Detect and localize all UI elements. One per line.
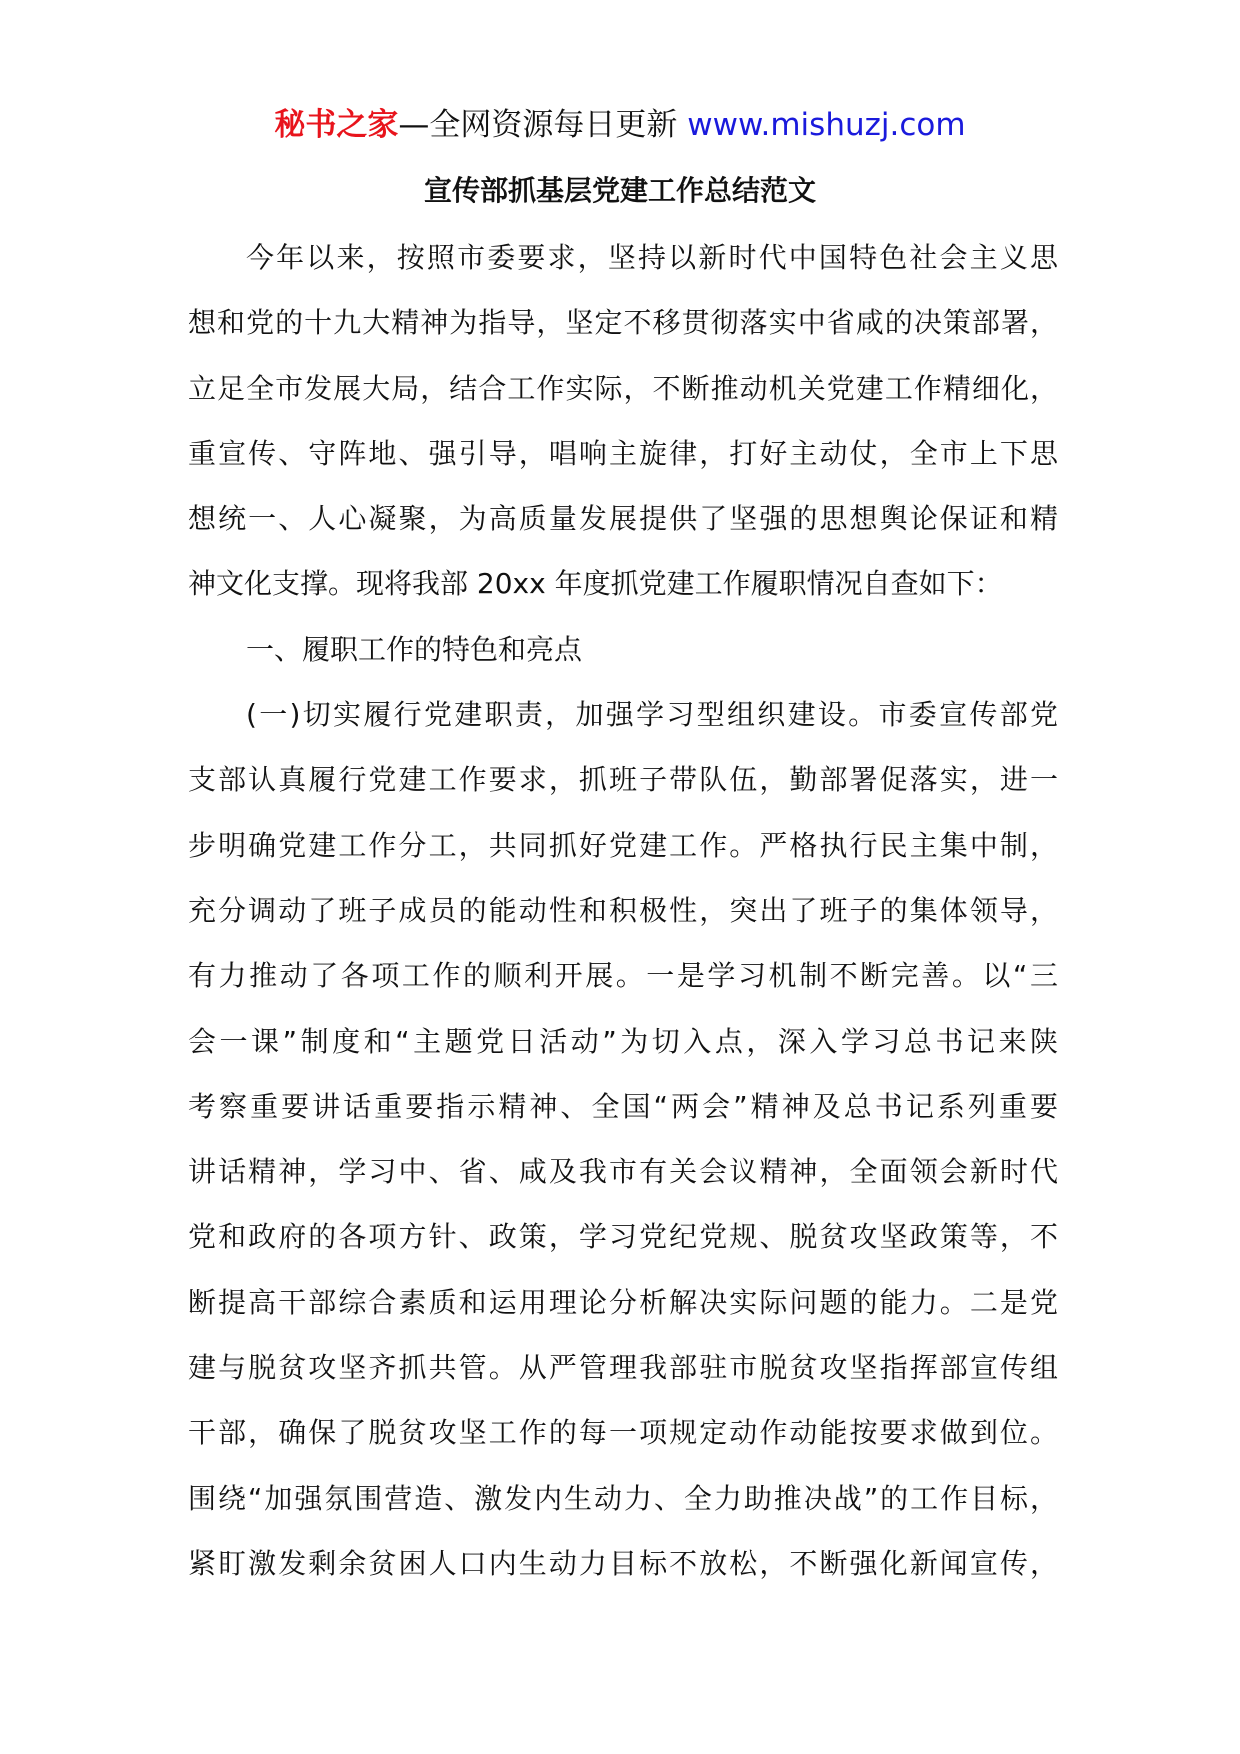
paragraph-line: 围绕“加强氛围营造、激发内生动力、全力助推决战”的工作目标， bbox=[188, 1481, 1058, 1515]
paragraph-line: 想和党的十九大精神为指导，坚定不移贯彻落实中省咸的决策部署， bbox=[188, 306, 1058, 340]
site-header bbox=[0, 100, 1240, 150]
paragraph-line: 充分调动了班子成员的能动性和积极性，突出了班子的集体领导， bbox=[188, 893, 1058, 927]
paragraph-line: (一)切实履行党建职责，加强学习型组织建设。市委宣传部党 bbox=[246, 698, 1058, 732]
paragraph-line: 党和政府的各项方针、政策，学习党纪党规、脱贫攻坚政策等，不 bbox=[188, 1220, 1058, 1254]
section-heading: 一、履职工作的特色和亮点 bbox=[246, 632, 583, 666]
site-url-link[interactable]: www.mishuzj.com bbox=[687, 107, 966, 143]
paragraph-line: 建与脱贫攻坚齐抓共管。从严管理我部驻市脱贫攻坚指挥部宣传组 bbox=[188, 1351, 1058, 1385]
paragraph-line: 立足全市发展大局，结合工作实际，不断推动机关党建工作精细化， bbox=[188, 371, 1058, 405]
paragraph-line: 讲话精神，学习中、省、咸及我市有关会议精神，全面领会新时代 bbox=[188, 1155, 1058, 1189]
paragraph-line: 支部认真履行党建工作要求，抓班子带队伍，勤部署促落实，进一 bbox=[188, 763, 1058, 797]
site-tagline: —全网资源每日更新 bbox=[398, 107, 688, 143]
document-body bbox=[188, 225, 1058, 1596]
paragraph-line: 紧盯激发剩余贫困人口内生动力目标不放松，不断强化新闻宣传， bbox=[188, 1546, 1058, 1580]
paragraph-line: 会一课”制度和“主题党日活动”为切入点，深入学习总书记来陕 bbox=[188, 1024, 1058, 1058]
paragraph-line: 步明确党建工作分工，共同抓好党建工作。严格执行民主集中制， bbox=[188, 828, 1058, 862]
paragraph-line: 干部，确保了脱贫攻坚工作的每一项规定动作动能按要求做到位。 bbox=[188, 1416, 1058, 1450]
paragraph-line: 断提高干部综合素质和运用理论分析解决实际问题的能力。二是党 bbox=[188, 1285, 1058, 1319]
paragraph-line: 考察重要讲话重要指示精神、全国“两会”精神及总书记系列重要 bbox=[188, 1089, 1058, 1123]
document-title: 宣传部抓基层党建工作总结范文 bbox=[423, 174, 816, 207]
site-brand: 秘书之家 bbox=[274, 107, 399, 143]
paragraph-line: 想统一、人心凝聚，为高质量发展提供了坚强的思想舆论保证和精 bbox=[188, 502, 1058, 536]
paragraph-line: 今年以来，按照市委要求，坚持以新时代中国特色社会主义思 bbox=[246, 241, 1058, 274]
paragraph-line: 神文化支撑。现将我部 20xx 年度抓党建工作履职情况自查如下： bbox=[188, 567, 1003, 601]
paragraph-line: 重宣传、守阵地、强引导，唱响主旋律，打好主动仗，全市上下思 bbox=[188, 436, 1058, 470]
paragraph-line: 有力推动了各项工作的顺利开展。一是学习机制不断完善。以“三 bbox=[188, 959, 1058, 993]
